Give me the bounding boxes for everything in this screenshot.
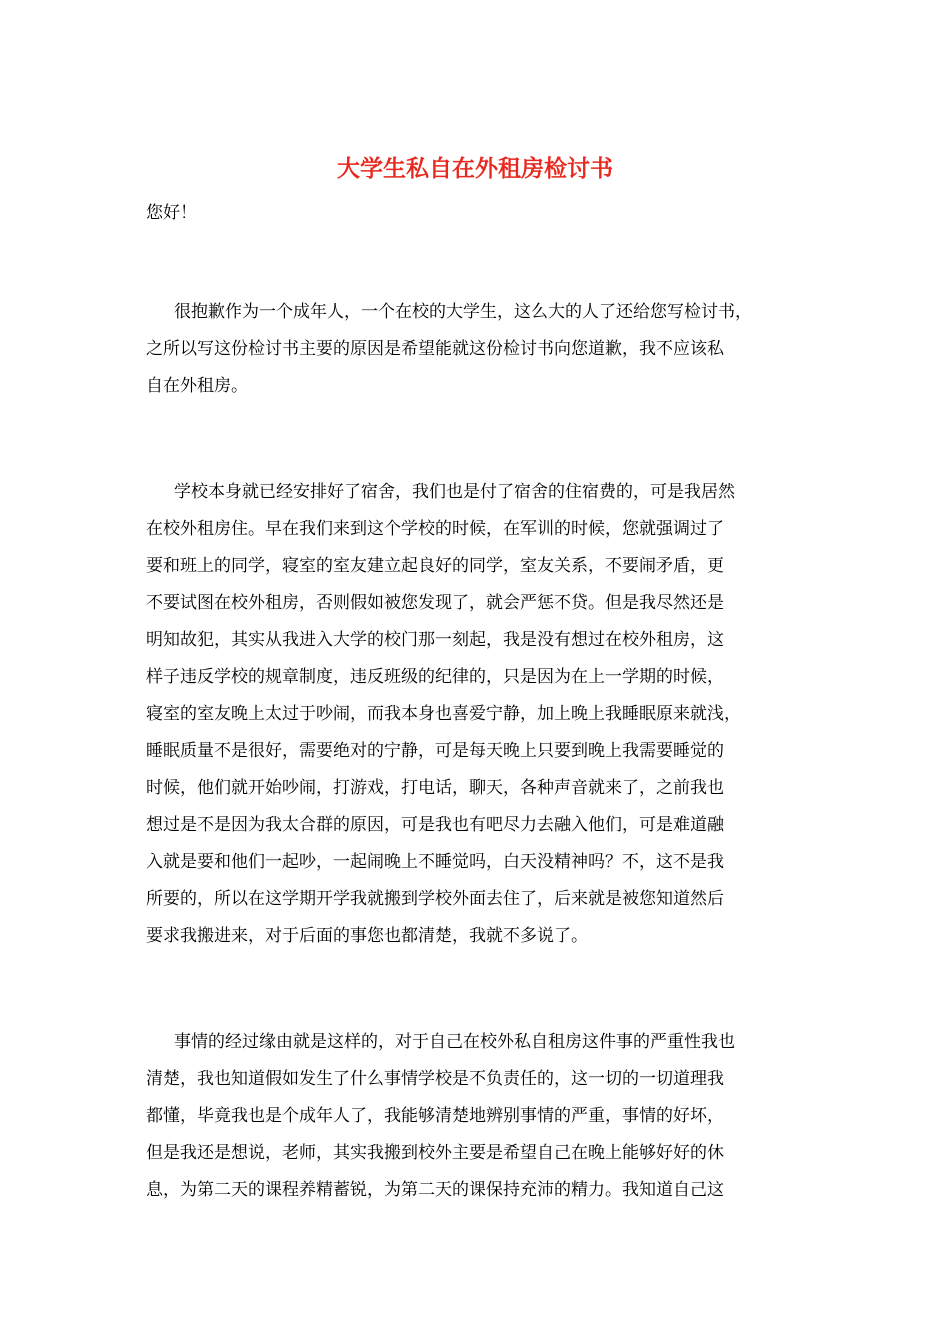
paragraph-line: 息，为第二天的课程养精蓄锐，为第二天的课保持充沛的精力。我知道自己这 xyxy=(146,1180,724,1200)
paragraph-line: 寝室的室友晚上太过于吵闹，而我本身也喜爱宁静，加上晚上我睡眠原来就浅， xyxy=(146,704,741,724)
paragraph-line: 时候，他们就开始吵闹，打游戏，打电话，聊天，各种声音就来了，之前我也 xyxy=(146,778,724,798)
paragraph-line: 想过是不是因为我太合群的原因，可是我也有吧尽力去融入他们，可是难道融 xyxy=(146,815,724,835)
paragraph-line: 很抱歉作为一个成年人，一个在校的大学生，这么大的人了还给您写检讨书， xyxy=(174,302,752,322)
paragraph-line: 事情的经过缘由就是这样的，对于自己在校外私自租房这件事的严重性我也 xyxy=(174,1032,735,1052)
greeting: 您好！ xyxy=(146,203,197,223)
paragraph-line: 明知故犯，其实从我进入大学的校门那一刻起，我是没有想过在校外租房，这 xyxy=(146,630,724,650)
paragraph-line: 但是我还是想说，老师，其实我搬到校外主要是希望自己在晚上能够好好的休 xyxy=(146,1143,724,1163)
paragraph-line: 睡眠质量不是很好，需要绝对的宁静，可是每天晚上只要到晚上我需要睡觉的 xyxy=(146,741,724,761)
paragraph-line: 要求我搬进来，对于后面的事您也都清楚，我就不多说了。 xyxy=(146,926,588,946)
document-title: 大学生私自在外租房检讨书 xyxy=(337,155,613,182)
paragraph-line: 学校本身就已经安排好了宿舍，我们也是付了宿舍的住宿费的，可是我居然 xyxy=(174,482,735,502)
paragraph-line: 清楚，我也知道假如发生了什么事情学校是不负责任的，这一切的一切道理我 xyxy=(146,1069,724,1089)
paragraph-line: 之所以写这份检讨书主要的原因是希望能就这份检讨书向您道歉，我不应该私 xyxy=(146,339,724,359)
paragraph-line: 要和班上的同学，寝室的室友建立起良好的同学，室友关系，不要闹矛盾，更 xyxy=(146,556,724,576)
paragraph-1 xyxy=(146,294,818,405)
paragraph-line: 入就是要和他们一起吵，一起闹晚上不睡觉吗，白天没精神吗？不，这不是我 xyxy=(146,852,724,872)
paragraph-line: 样子违反学校的规章制度，违反班级的纪律的，只是因为在上一学期的时候， xyxy=(146,667,724,687)
paragraph-2 xyxy=(146,474,818,955)
paragraph-line: 都懂，毕竟我也是个成年人了，我能够清楚地辨别事情的严重，事情的好坏， xyxy=(146,1106,724,1126)
paragraph-3 xyxy=(146,1024,818,1209)
paragraph-line: 自在外租房。 xyxy=(146,376,248,396)
paragraph-line: 所要的，所以在这学期开学我就搬到学校外面去住了，后来就是被您知道然后 xyxy=(146,889,724,909)
paragraph-line: 在校外租房住。早在我们来到这个学校的时候，在军训的时候，您就强调过了 xyxy=(146,519,724,539)
paragraph-line: 不要试图在校外租房，否则假如被您发现了，就会严惩不贷。但是我尽然还是 xyxy=(146,593,724,613)
